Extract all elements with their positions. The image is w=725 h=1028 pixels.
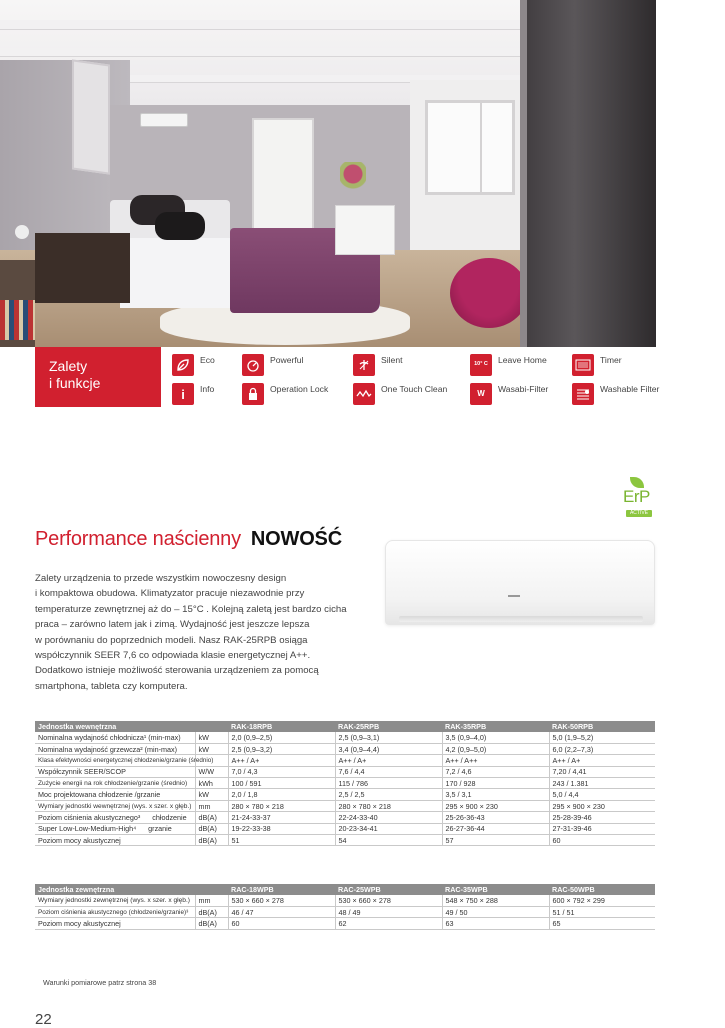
header-cell: RAC-35WPB: [442, 884, 549, 895]
cell-value: 60: [228, 918, 335, 929]
row-label-main: Poziom ciśnienia akustycznego³: [38, 812, 141, 822]
cell-value: 2,5 / 2,5: [335, 789, 442, 800]
feature-label: Powerful: [270, 355, 304, 365]
table-row: [35, 732, 655, 743]
row-label: [35, 823, 195, 834]
row-label: Nominalna wydajność grzewcza² (min-max): [35, 743, 195, 754]
cell-value: 115 / 786: [335, 778, 442, 789]
cell-value: 60: [549, 835, 655, 846]
row-label: Zużycie energii na rok chłodzenie/grzanie (średnio): [35, 778, 195, 789]
cell-value: 5,0 (1,9–5,2): [549, 732, 655, 743]
silent-fan-icon: [353, 354, 375, 376]
header-cell: [195, 721, 228, 732]
row-unit: kWh: [195, 778, 228, 789]
table-row: [35, 755, 655, 766]
row-unit: dB(A): [195, 835, 228, 846]
table-row: [35, 812, 655, 823]
features-bar: [0, 347, 725, 407]
title-new: NOWOŚĆ: [250, 528, 342, 550]
cell-value: 7,6 / 4,4: [335, 766, 442, 777]
header-cell: [195, 884, 228, 895]
header-cell: RAC-25WPB: [335, 884, 442, 895]
row-unit: kW: [195, 732, 228, 743]
features-heading-line2: i funkcje: [49, 375, 101, 391]
cell-value: 51: [228, 835, 335, 846]
cell-value: A++ / A+: [335, 755, 442, 766]
row-unit: kW: [195, 789, 228, 800]
cell-value: 7,20 / 4,41: [549, 766, 655, 777]
erp-badge-tag: ACTIVE: [626, 510, 652, 517]
outdoor-unit-spec-table: [35, 884, 655, 930]
table-row: [35, 766, 655, 777]
row-unit: dB(A): [195, 812, 228, 823]
row-label-main: Super Low-Low-Medium-High⁴: [38, 824, 137, 834]
table-row: [35, 835, 655, 846]
row-label-sub: grzanie: [148, 824, 172, 834]
table-header-row: [35, 884, 655, 895]
header-cell: RAC-50WPB: [549, 884, 655, 895]
house-10c-icon: 10° C: [470, 354, 492, 376]
row-label: [35, 812, 195, 823]
row-unit: dB(A): [195, 918, 228, 929]
header-cell: RAC-18WPB: [228, 884, 335, 895]
filter-w-icon: W: [470, 383, 492, 405]
feature-label: Info: [200, 384, 215, 394]
header-cell: Jednostka wewnętrzna: [35, 721, 195, 732]
header-cell: RAK-50RPB: [549, 721, 655, 732]
cell-value: A++ / A+: [549, 755, 655, 766]
row-unit: mm: [195, 800, 228, 811]
feature-label: Washable Filter: [600, 384, 660, 394]
cell-value: 25-26-36-43: [442, 812, 549, 823]
description-line: w porównaniu do poprzednich modeli. Nasz RAK-25RPB osiąga: [35, 634, 308, 646]
cell-value: 63: [442, 918, 549, 929]
clean-wave-icon: [353, 383, 375, 405]
cell-value: 600 × 792 × 299: [549, 895, 655, 906]
cell-value: 49 / 50: [442, 906, 549, 917]
cell-value: 100 / 591: [228, 778, 335, 789]
cell-value: A++ / A+: [228, 755, 335, 766]
cell-value: 3,4 (0,9–4,4): [335, 743, 442, 754]
description-line: i kompaktowa obudowa. Klimatyzator pracuje niezawodnie przy: [35, 588, 305, 600]
table-row: [35, 918, 655, 929]
table-row: [35, 743, 655, 754]
row-label: Klasa efektywności energetycznej chłodzenie/grzanie (średnio): [35, 755, 195, 766]
description-line: smartphona, tableta czy komputera.: [35, 680, 188, 692]
cell-value: 548 × 750 × 288: [442, 895, 549, 906]
feature-label: Wasabi-Filter: [498, 384, 549, 394]
cell-value: 243 / 1.381: [549, 778, 655, 789]
cell-value: 295 × 900 × 230: [549, 800, 655, 811]
cell-value: 5,0 / 4,4: [549, 789, 655, 800]
cell-value: 7,0 / 4,3: [228, 766, 335, 777]
cell-value: 530 × 660 × 278: [228, 895, 335, 906]
row-unit: mm: [195, 895, 228, 906]
cell-value: 65: [549, 918, 655, 929]
hero-bedroom-photo: [0, 0, 656, 347]
feature-label: One Touch Clean: [381, 384, 448, 394]
cell-value: 51 / 51: [549, 906, 655, 917]
cell-value: 4,2 (0,9–5,0): [442, 743, 549, 754]
lock-icon: [242, 383, 264, 405]
wall-ac-unit: [140, 113, 188, 127]
gauge-icon: [242, 354, 264, 376]
cell-value: 2,5 (0,9–3,1): [335, 732, 442, 743]
table-row: [35, 778, 655, 789]
description-line: temperaturze zewnętrznej aż do – 15°C . Kolejną zaletą jest bardzo cicha: [35, 603, 347, 615]
indoor-unit-spec-table: [35, 721, 655, 846]
cell-value: 54: [335, 835, 442, 846]
cell-value: 62: [335, 918, 442, 929]
row-label: Wymiary jednostki wewnętrznej (wys. x szer. x głęb.): [35, 800, 195, 811]
cell-value: 46 / 47: [228, 906, 335, 917]
feature-label: Timer: [600, 355, 622, 365]
description-line: Dodatkowo istnieje możliwość sterowania urządzeniem za pomocą: [35, 665, 319, 677]
table-row: [35, 789, 655, 800]
features-heading-line1: Zalety: [49, 358, 88, 374]
features-heading: [35, 347, 161, 407]
feature-label: Operation Lock: [270, 384, 329, 394]
cell-value: 530 × 660 × 278: [335, 895, 442, 906]
indoor-unit-vent: [399, 616, 643, 622]
info-icon: i: [172, 383, 194, 405]
product-description: [35, 571, 365, 694]
features-list: [161, 347, 725, 407]
table-header-row: [35, 721, 655, 732]
cell-value: 2,5 (0,9–3,2): [228, 743, 335, 754]
row-label-sub: chłodzenie: [152, 812, 187, 822]
indoor-unit-logo: [508, 595, 520, 597]
page-title: [35, 528, 342, 551]
table-row: [35, 906, 655, 917]
footnote: Warunki pomiarowe patrz strona 38: [43, 978, 157, 987]
row-label: Poziom mocy akustycznej: [35, 835, 195, 846]
row-label: Wymiary jednostki zewnętrznej (wys. x szer. x głęb.): [35, 895, 195, 906]
erp-badge: [620, 477, 656, 521]
cell-value: 2,0 (0,9–2,5): [228, 732, 335, 743]
table-row: [35, 823, 655, 834]
feature-label: Leave Home: [498, 355, 547, 365]
row-unit: W/W: [195, 766, 228, 777]
row-label: Nominalna wydajność chłodnicza¹ (min-max): [35, 732, 195, 743]
cell-value: 22-24-33-40: [335, 812, 442, 823]
cell-value: 27-31-39-46: [549, 823, 655, 834]
cell-value: 20-23-34-41: [335, 823, 442, 834]
header-cell: RAK-18RPB: [228, 721, 335, 732]
erp-badge-text: ErP: [623, 487, 650, 506]
row-unit: kW: [195, 743, 228, 754]
table-row: [35, 800, 655, 811]
cell-value: 3,5 / 3,1: [442, 789, 549, 800]
cell-value: 295 × 900 × 230: [442, 800, 549, 811]
row-label: Współczynnik SEER/SCOP: [35, 766, 195, 777]
row-label: Moc projektowana chłodzenie /grzanie: [35, 789, 195, 800]
page-number: 22: [35, 1011, 52, 1028]
cell-value: 7,2 / 4,6: [442, 766, 549, 777]
cell-value: 48 / 49: [335, 906, 442, 917]
row-unit: dB(A): [195, 823, 228, 834]
indoor-unit-image: [385, 540, 655, 625]
cell-value: 26-27-36-44: [442, 823, 549, 834]
cell-value: 170 / 928: [442, 778, 549, 789]
feature-label: Silent: [381, 355, 403, 365]
cell-value: 280 × 780 × 218: [228, 800, 335, 811]
header-cell: RAK-25RPB: [335, 721, 442, 732]
leaf-icon: [172, 354, 194, 376]
row-label: Poziom ciśnienia akustycznego (chłodzenie/grzanie)³: [35, 906, 195, 917]
row-unit: dB(A): [195, 906, 228, 917]
cell-value: 19-22-33-38: [228, 823, 335, 834]
table-row: [35, 895, 655, 906]
cell-value: 25-28-39-46: [549, 812, 655, 823]
feature-label: Eco: [200, 355, 215, 365]
cell-value: 6,0 (2,2–7,3): [549, 743, 655, 754]
cell-value: 2,0 / 1,8: [228, 789, 335, 800]
title-main: Performance naścienny: [35, 528, 241, 550]
description-line: praca – zarówno latem jak i zimą. Wydajność jest jeszcze lepsza: [35, 619, 310, 631]
header-cell: Jednostka zewnętrzna: [35, 884, 195, 895]
header-cell: RAK-35RPB: [442, 721, 549, 732]
cell-value: 280 × 780 × 218: [335, 800, 442, 811]
description-line: współczynnik SEER 7,6 co odpowiada klasie energetycznej A++.: [35, 650, 311, 662]
cell-value: 57: [442, 835, 549, 846]
cell-value: 3,5 (0,9–4,0): [442, 732, 549, 743]
timer-icon: [572, 354, 594, 376]
cell-value: A++ / A++: [442, 755, 549, 766]
cell-value: 21-24-33-37: [228, 812, 335, 823]
description-line: Zalety urządzenia to przede wszystkim nowoczesny design: [35, 573, 287, 584]
row-label: Poziom mocy akustycznej: [35, 918, 195, 929]
washable-filter-icon: [572, 383, 594, 405]
